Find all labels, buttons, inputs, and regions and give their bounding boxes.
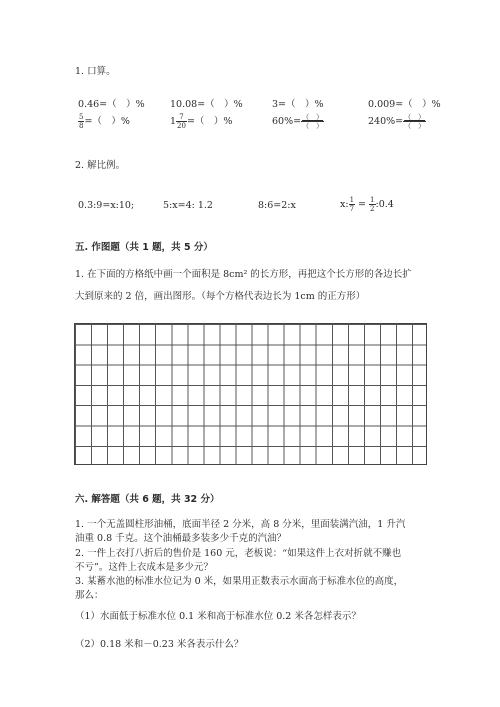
- q1-item-1: 0.46=（ ）%: [78, 99, 145, 110]
- q1-item-6: 1 $\frac{7}{20}$ =（ ）%: [170, 113, 233, 130]
- fraction: $\frac{7}{20}$: [177, 113, 186, 130]
- fraction: $\frac{1}{2}$: [370, 196, 375, 213]
- section5-line1: 1. 在下面的方格纸中画一个面积是 8cm² 的长方形，再把这个长方形的各边长扩: [75, 269, 412, 280]
- problem1-line1: 1. 一个无盖圆柱形油桶，底面半径 2 分米，高 8 分米，里面装满汽油，1 升汽: [75, 519, 406, 530]
- q1-title: 1. 口算。: [75, 66, 116, 77]
- q1-item-4: 0.009=（ ）%: [368, 99, 441, 110]
- q1-item-8: 240%= $\frac{( )}{( )}$: [368, 113, 426, 130]
- problem3-sub2: （2）0.18 米和－0.23 米各表示什么？: [75, 639, 244, 650]
- section5-line2: 大到原来的 2 倍，画出图形。（每个方格代表边长为 1cm 的正方形）: [75, 291, 366, 302]
- q2-item-1: 0.3:9=x:10;: [78, 200, 135, 211]
- q2-item-2: 5:x=4: 1.2: [163, 200, 213, 211]
- section6-heading: 六. 解答题（共 6 题，共 32 分）: [75, 494, 220, 505]
- fraction: $\frac{1}{7}$: [349, 196, 355, 213]
- section5-heading: 五. 作图题（共 1 题，共 5 分）: [75, 242, 213, 253]
- problem3-sub1: （1）水面低于标准水位 0.1 米和高于标准水位 0.2 米各怎样表示？: [75, 611, 361, 622]
- problem1-line2: 油重 0.8 千克。这个油桶最多装多少千克的汽油？: [75, 533, 287, 544]
- q1-item-5: $\frac{5}{8}$ =（ ）%: [79, 113, 130, 130]
- fraction: $\frac{( )}{( )}$: [404, 113, 426, 130]
- problem3-line1: 3. 某蓄水池的标准水位记为 0 米，如果用正数表示水面高于标准水位的高度，: [75, 576, 404, 587]
- grid-lines: [74, 323, 427, 465]
- fraction: $\frac{( )}{( )}$: [302, 113, 324, 130]
- q2-item-3: 8:6=2:x: [258, 200, 296, 211]
- q1-item-3: 3=（ ）%: [272, 99, 324, 110]
- grid-paper[interactable]: [74, 323, 427, 465]
- fraction: $\frac{5}{8}$: [79, 113, 84, 130]
- q2-item-4: x: $\frac{1}{7}$ = $\frac{1}{2}$ :0.4: [340, 196, 394, 213]
- q1-item-2: 10.08=（ ）%: [170, 99, 243, 110]
- problem2-line1: 2. 一件上衣打八折后的售价是 160 元，老板说：“如果这件上衣对折就不赚也: [75, 548, 402, 559]
- q1-item-7: 60%= $\frac{( )}{( )}$: [272, 113, 324, 130]
- problem2-line2: 不亏”。这件上衣成本是多少元？: [75, 562, 213, 573]
- problem3-line2: 那么：: [75, 590, 104, 601]
- q2-title: 2. 解比例。: [75, 160, 126, 171]
